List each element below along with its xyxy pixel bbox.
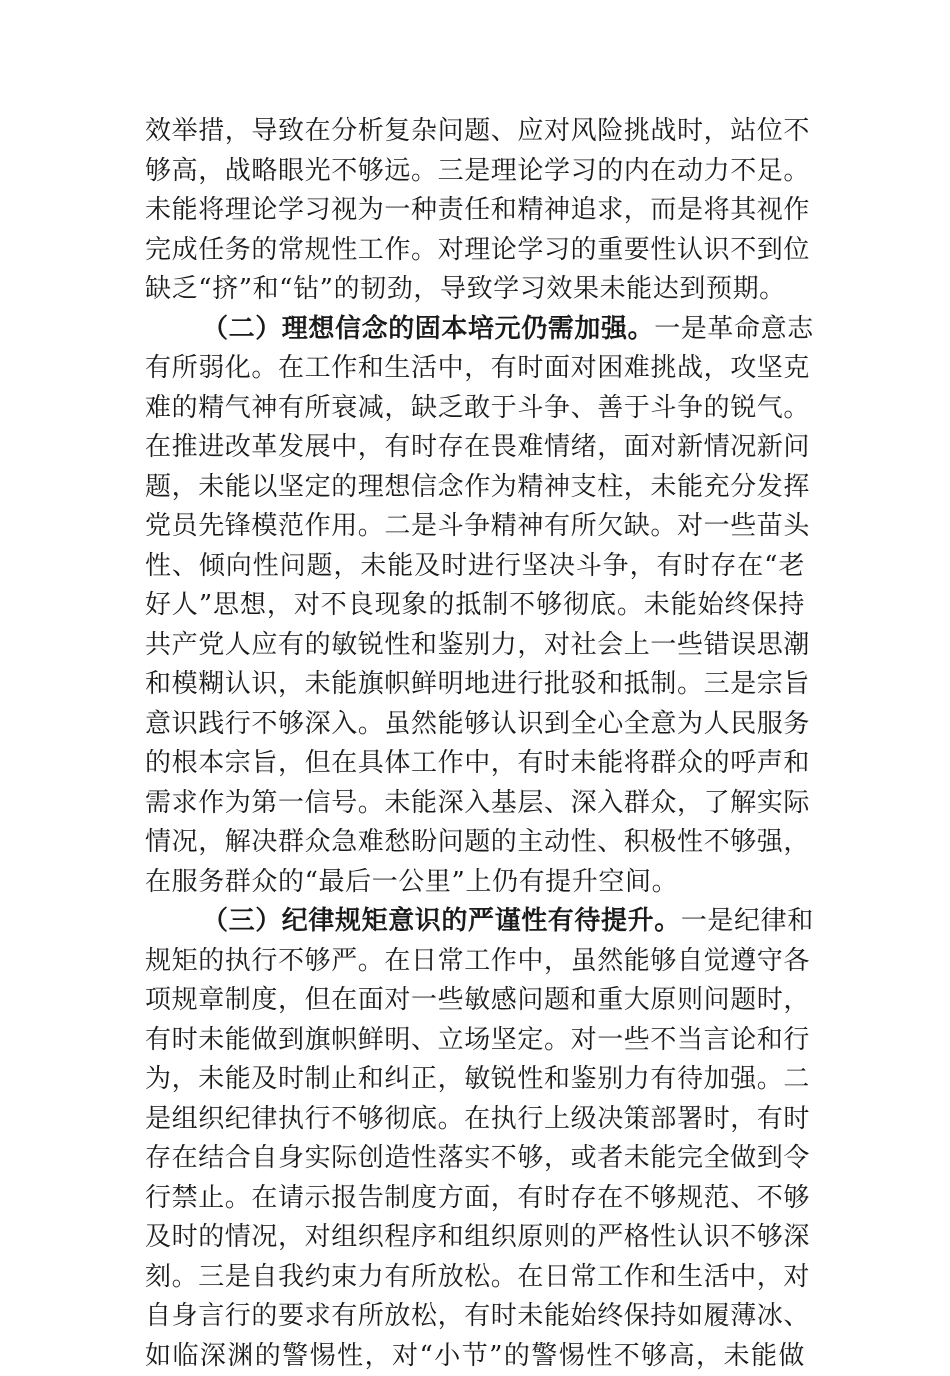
text-line: 的根本宗旨，但在具体工作中，有时未能将群众的呼声和 (145, 744, 805, 784)
text-line: 行禁止。在请示报告制度方面，有时存在不够规范、不够 (145, 1179, 805, 1219)
section-heading-three: （三）纪律规矩意识的严谨性有待提升。 (202, 906, 681, 936)
text-line: 有时未能做到旗帜鲜明、立场坚定。对一些不当言论和行 (145, 1021, 805, 1061)
text-line: 及时的情况，对组织程序和组织原则的严格性认识不够深 (145, 1218, 805, 1258)
text-line: 未能将理论学习视为一种责任和精神追求，而是将其视作 (145, 191, 805, 231)
text-line: 需求作为第一信号。未能深入基层、深入群众，了解实际 (145, 784, 805, 824)
text-line: 项规章制度，但在面对一些敏感问题和重大原则问题时， (145, 981, 805, 1021)
text-line: 在服务群众的“最后一公里”上仍有提升空间。 (145, 863, 805, 903)
text-line: 效举措，导致在分析复杂问题、应对风险挑战时，站位不 (145, 112, 805, 152)
text-line: 题，未能以坚定的理想信念作为精神支柱，未能充分发挥 (145, 468, 805, 508)
text-run: 一是革命意志 (654, 314, 814, 344)
text-line: 刻。三是自我约束力有所放松。在日常工作和生活中，对 (145, 1258, 805, 1298)
text-line: 够高，战略眼光不够远。三是理论学习的内在动力不足。 (145, 152, 805, 192)
text-line: 难的精气神有所衰减，缺乏敢于斗争、善于斗争的锐气。 (145, 389, 805, 429)
text-line: 好人”思想，对不良现象的抵制不够彻底。未能始终保持 (145, 586, 805, 626)
text-line: 缺乏“挤”和“钻”的韧劲，导致学习效果未能达到预期。 (145, 270, 805, 310)
text-line: 是组织纪律执行不够彻底。在执行上级决策部署时，有时 (145, 1100, 805, 1140)
text-line: 有所弱化。在工作和生活中，有时面对困难挑战，攻坚克 (145, 349, 805, 389)
text-line: 为，未能及时制止和纠正，敏锐性和鉴别力有待加强。二 (145, 1060, 805, 1100)
text-line: 共产党人应有的敏锐性和鉴别力，对社会上一些错误思潮 (145, 626, 805, 666)
text-line: 如临深渊的警惕性，对“小节”的警惕性不够高，未能做 (145, 1337, 805, 1376)
text-line: 自身言行的要求有所放松，有时未能始终保持如履薄冰、 (145, 1297, 805, 1337)
text-line: 规矩的执行不够严。在日常工作中，虽然能够自觉遵守各 (145, 942, 805, 982)
paragraph-discipline-rules (145, 902, 805, 1376)
text-line: 在推进改革发展中，有时存在畏难情绪，面对新情况新问 (145, 428, 805, 468)
paragraph-ideals-beliefs (145, 310, 805, 903)
paragraph-theory-study-continued (145, 112, 805, 310)
text-line: 性、倾向性问题，未能及时进行坚决斗争，有时存在“老 (145, 547, 805, 587)
text-line: 意识践行不够深入。虽然能够认识到全心全意为人民服务 (145, 705, 805, 745)
text-run: 一是纪律和 (681, 906, 814, 936)
text-line: 党员先锋模范作用。二是斗争精神有所欠缺。对一些苗头 (145, 507, 805, 547)
text-line: 和模糊认识，未能旗帜鲜明地进行批驳和抵制。三是宗旨 (145, 665, 805, 705)
document-body (145, 112, 805, 1376)
text-line: 完成任务的常规性工作。对理论学习的重要性认识不到位 (145, 231, 805, 271)
text-line-first (145, 902, 805, 942)
text-line: 情况，解决群众急难愁盼问题的主动性、积极性不够强， (145, 823, 805, 863)
text-line-first (145, 310, 805, 350)
section-heading-two: （二）理想信念的固本培元仍需加强。 (202, 314, 654, 344)
text-line: 存在结合自身实际创造性落实不够，或者未能完全做到令 (145, 1139, 805, 1179)
